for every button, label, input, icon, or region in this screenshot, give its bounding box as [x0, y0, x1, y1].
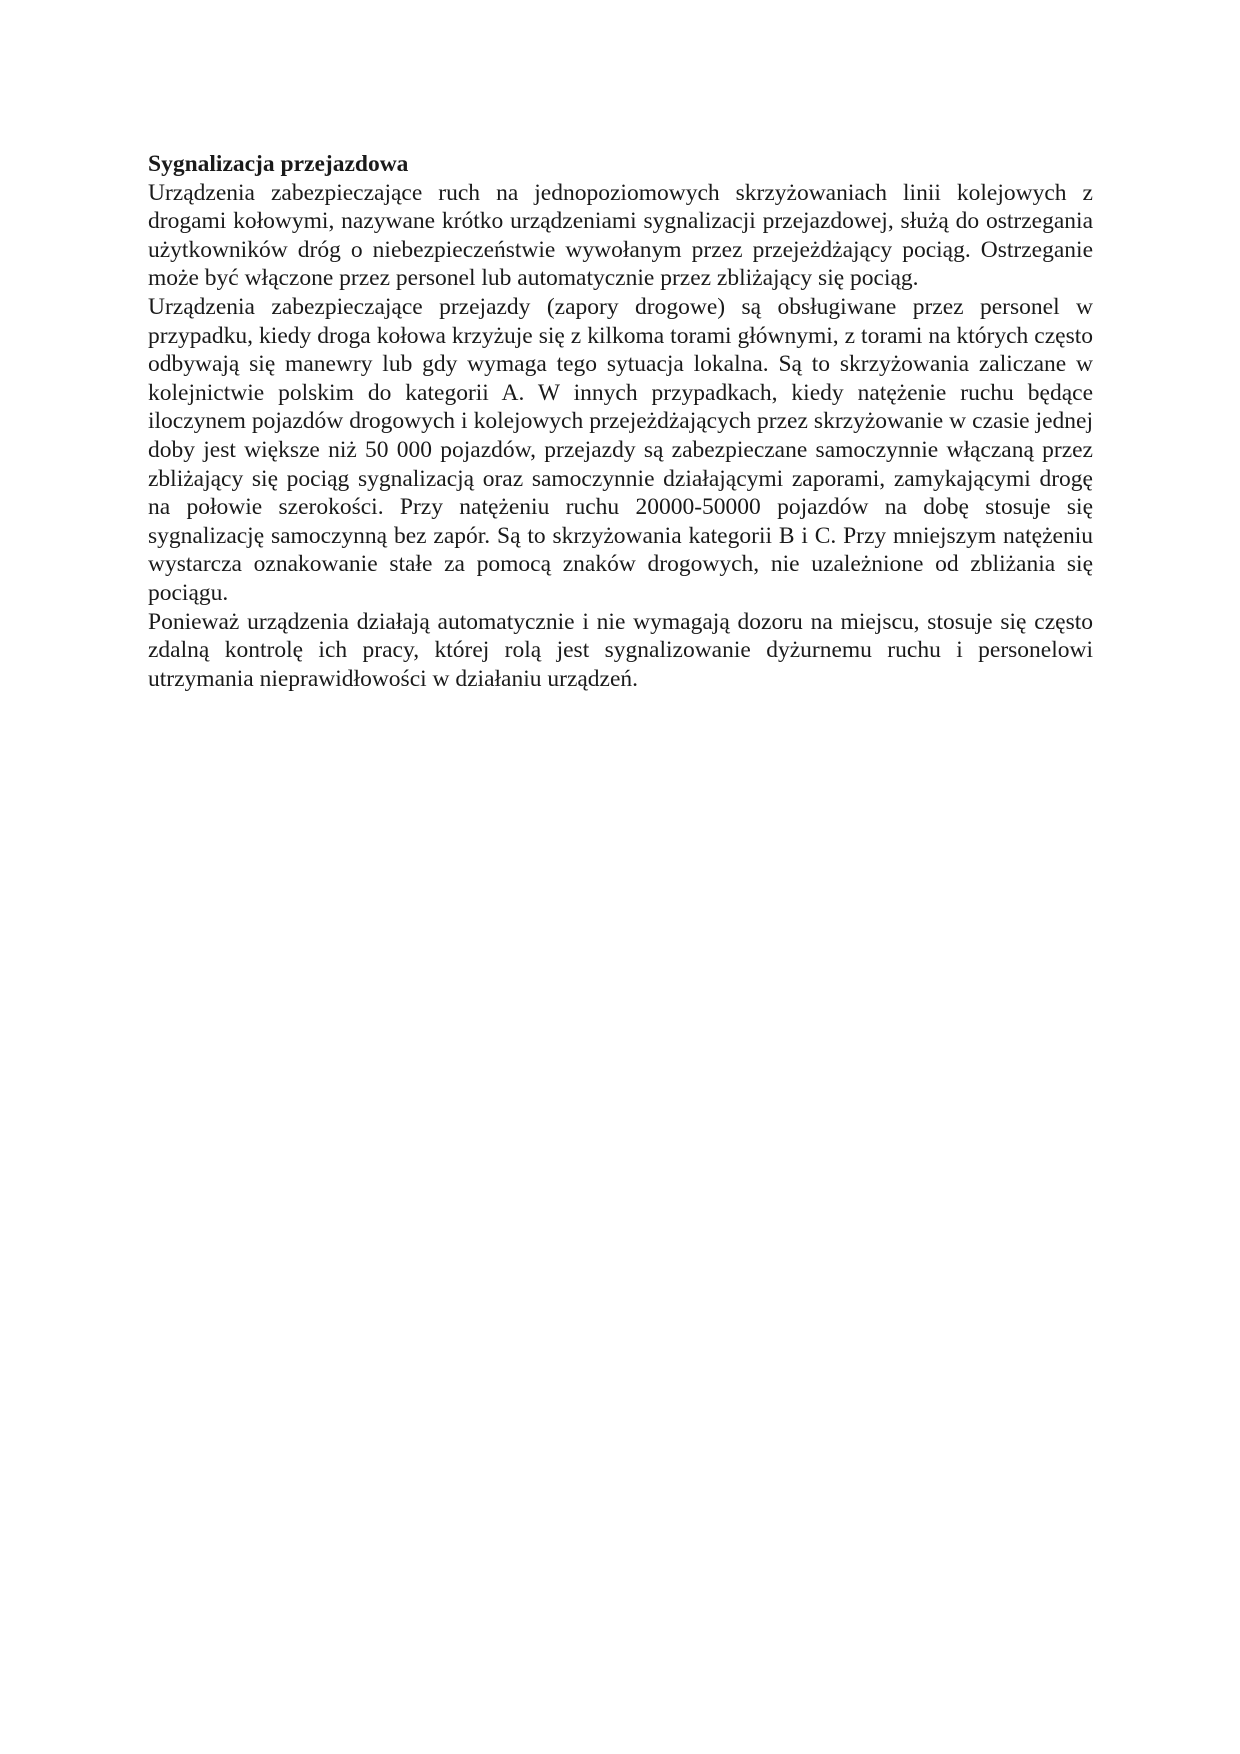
paragraph-1: Urządzenia zabezpieczające ruch na jednopoziomowych skrzyżowaniach linii kolejowych z drogami kołowymi, nazywane krótko urządzeniami sygnalizacji przejazdowej, służą do ostrzegania użytkowników dróg o niebezpieczeństwie wywołanym przez przejeżdżający pociąg. Ostrzeganie może być włączone przez personel lub automatycznie przez zbliżający się pociąg.	[148, 179, 1093, 292]
paragraph-2: Urządzenia zabezpieczające przejazdy (zapory drogowe) są obsługiwane przez personel w przypadku, kiedy droga kołowa krzyżuje się z kilkoma torami głównymi, z torami na których często odbywają się manewry lub gdy wymaga tego sytuacja lokalna. Są to skrzyżowania zaliczane w kolejnictwie polskim do kategorii A. W innych przypadkach, kiedy natężenie ruchu będące iloczynem pojazdów drogowych i kolejowych przejeżdżających przez skrzyżowanie w czasie jednej doby jest większe niż 50 000 pojazdów, przejazdy są zabezpieczane samoczynnie włączaną przez zbliżający się pociąg sygnalizacją oraz samoczynnie działającymi zaporami, zamykającymi drogę na połowie szerokości. Przy natężeniu ruchu 20000-50000 pojazdów na dobę stosuje się sygnalizację samoczynną bez zapór. Są to skrzyżowania kategorii B i C. Przy mniejszym natężeniu wystarcza oznakowanie stałe za pomocą znaków drogowych, nie uzależnione od zbliżania się pociągu.	[148, 293, 1093, 606]
paragraph-3: Ponieważ urządzenia działają automatycznie i nie wymagają dozoru na miejscu, stosuje się często zdalną kontrolę ich pracy, której rolą jest sygnalizowanie dyżurnemu ruchu i personelowi utrzymania nieprawidłowości w działaniu urządzeń.	[148, 608, 1093, 692]
document-title: Sygnalizacja przejazdowa	[148, 151, 409, 177]
document-body	[148, 150, 1093, 693]
